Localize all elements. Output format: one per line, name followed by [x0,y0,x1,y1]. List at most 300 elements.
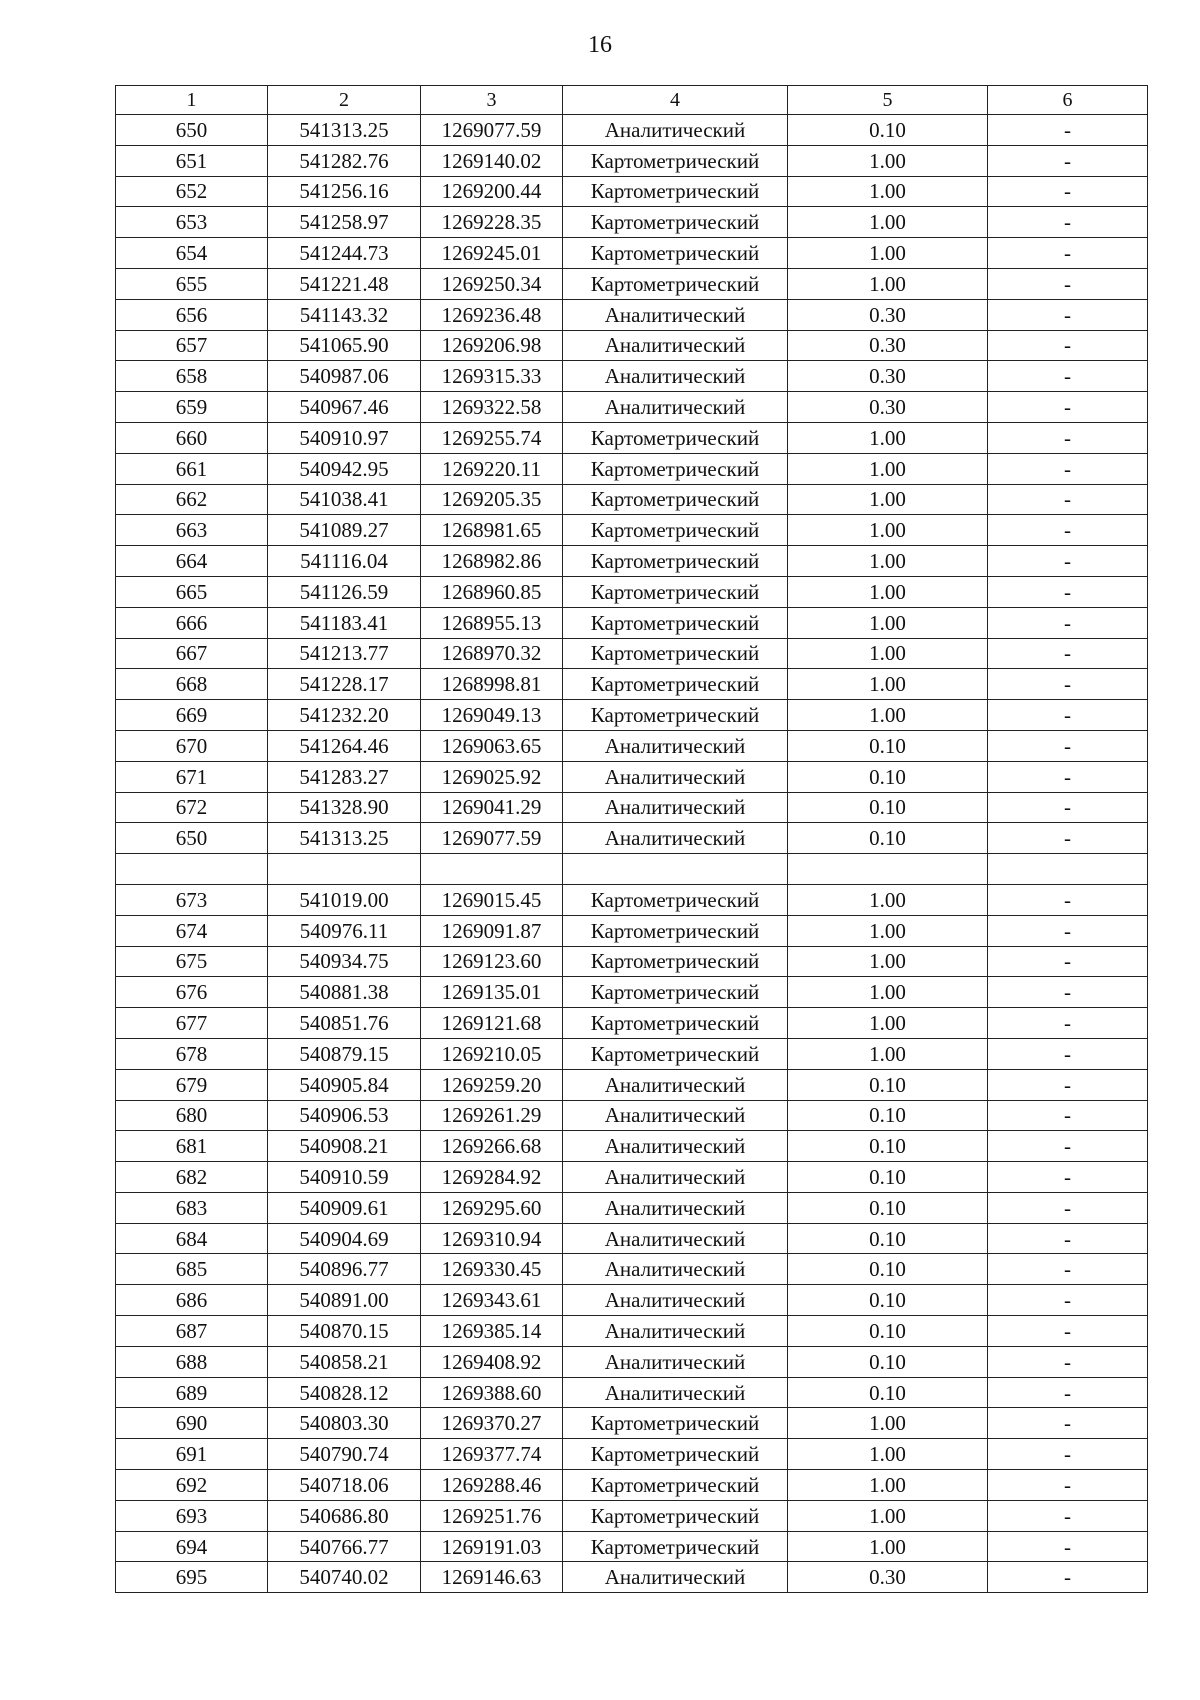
table-row [116,1192,1148,1223]
description-cell: - [988,1377,1148,1408]
accuracy-cell: 1.00 [788,238,988,269]
point-number-cell: 683 [116,1192,268,1223]
table-row [116,1223,1148,1254]
x-coordinate-cell: 541116.04 [268,546,421,577]
table-row [116,1100,1148,1131]
x-coordinate-cell: 540910.59 [268,1162,421,1193]
y-coordinate-cell: 1269041.29 [421,792,563,823]
table-row [116,730,1148,761]
method-cell: Аналитический [563,1069,788,1100]
x-coordinate-cell: 540879.15 [268,1038,421,1069]
point-number-cell: 686 [116,1285,268,1316]
x-coordinate-cell: 541282.76 [268,145,421,176]
description-cell: - [988,484,1148,515]
point-number-cell: 660 [116,422,268,453]
y-coordinate-cell: 1269315.33 [421,361,563,392]
point-number-cell: 690 [116,1408,268,1439]
method-cell: Аналитический [563,1254,788,1285]
accuracy-cell: 0.10 [788,823,988,854]
description-cell [988,854,1148,885]
method-cell: Картометрический [563,946,788,977]
x-coordinate-cell: 540896.77 [268,1254,421,1285]
table-row [116,392,1148,423]
accuracy-cell: 0.10 [788,730,988,761]
y-coordinate-cell: 1269310.94 [421,1223,563,1254]
accuracy-cell: 1.00 [788,268,988,299]
accuracy-cell: 1.00 [788,1531,988,1562]
description-cell: - [988,1562,1148,1593]
x-coordinate-cell: 540718.06 [268,1470,421,1501]
table-row [116,700,1148,731]
method-cell: Картометрический [563,238,788,269]
method-cell: Картометрический [563,207,788,238]
description-cell: - [988,915,1148,946]
accuracy-cell: 0.10 [788,1131,988,1162]
method-cell: Картометрический [563,453,788,484]
x-coordinate-cell: 541258.97 [268,207,421,238]
y-coordinate-cell: 1269330.45 [421,1254,563,1285]
description-cell: - [988,700,1148,731]
x-coordinate-cell: 540942.95 [268,453,421,484]
x-coordinate-cell: 541126.59 [268,576,421,607]
accuracy-cell: 1.00 [788,1038,988,1069]
table-row [116,1285,1148,1316]
method-cell: Аналитический [563,1192,788,1223]
point-number-cell: 666 [116,607,268,638]
description-cell: - [988,1531,1148,1562]
point-number-cell: 657 [116,330,268,361]
description-cell: - [988,1408,1148,1439]
x-coordinate-cell: 540910.97 [268,422,421,453]
accuracy-cell: 0.10 [788,1223,988,1254]
y-coordinate-cell: 1269191.03 [421,1531,563,1562]
description-cell: - [988,792,1148,823]
point-number-cell: 659 [116,392,268,423]
accuracy-cell: 1.00 [788,515,988,546]
method-cell: Картометрический [563,1408,788,1439]
y-coordinate-cell: 1269261.29 [421,1100,563,1131]
table-row [116,1316,1148,1347]
method-cell: Картометрический [563,546,788,577]
method-cell: Аналитический [563,823,788,854]
y-coordinate-cell: 1269388.60 [421,1377,563,1408]
table-row [116,484,1148,515]
table-row [116,1439,1148,1470]
x-coordinate-cell: 541313.25 [268,115,421,146]
y-coordinate-cell: 1269091.87 [421,915,563,946]
header-cell-3: 3 [421,86,563,115]
table-row [116,546,1148,577]
method-cell: Аналитический [563,1162,788,1193]
y-coordinate-cell: 1269140.02 [421,145,563,176]
method-cell: Аналитический [563,299,788,330]
description-cell: - [988,1500,1148,1531]
point-number-cell: 680 [116,1100,268,1131]
description-cell: - [988,361,1148,392]
description-cell: - [988,1192,1148,1223]
y-coordinate-cell: 1269121.68 [421,1008,563,1039]
method-cell: Картометрический [563,515,788,546]
y-coordinate-cell: 1269123.60 [421,946,563,977]
y-coordinate-cell: 1269385.14 [421,1316,563,1347]
y-coordinate-cell: 1268955.13 [421,607,563,638]
accuracy-cell: 1.00 [788,176,988,207]
y-coordinate-cell: 1269245.01 [421,238,563,269]
method-cell: Картометрический [563,700,788,731]
point-number-cell: 653 [116,207,268,238]
description-cell: - [988,977,1148,1008]
x-coordinate-cell: 540909.61 [268,1192,421,1223]
description-cell: - [988,761,1148,792]
method-cell: Аналитический [563,1316,788,1347]
accuracy-cell: 0.30 [788,361,988,392]
x-coordinate-cell: 541244.73 [268,238,421,269]
y-coordinate-cell: 1269266.68 [421,1131,563,1162]
method-cell: Картометрический [563,576,788,607]
table-row [116,1038,1148,1069]
method-cell: Картометрический [563,977,788,1008]
table-separator-row [116,854,1148,885]
y-coordinate-cell: 1269077.59 [421,823,563,854]
method-cell: Картометрический [563,1531,788,1562]
accuracy-cell: 0.10 [788,761,988,792]
point-number-cell: 678 [116,1038,268,1069]
accuracy-cell: 0.10 [788,1100,988,1131]
x-coordinate-cell: 540851.76 [268,1008,421,1039]
method-cell: Аналитический [563,330,788,361]
table-row [116,515,1148,546]
point-number-cell: 650 [116,823,268,854]
table-row [116,669,1148,700]
point-number-cell: 650 [116,115,268,146]
y-coordinate-cell: 1269015.45 [421,884,563,915]
method-cell: Картометрический [563,1439,788,1470]
point-number-cell: 682 [116,1162,268,1193]
accuracy-cell: 1.00 [788,484,988,515]
description-cell: - [988,422,1148,453]
y-coordinate-cell: 1269205.35 [421,484,563,515]
description-cell: - [988,515,1148,546]
table-row [116,977,1148,1008]
accuracy-cell: 1.00 [788,546,988,577]
table-row [116,361,1148,392]
method-cell: Картометрический [563,884,788,915]
description-cell: - [988,1131,1148,1162]
x-coordinate-cell: 540858.21 [268,1346,421,1377]
x-coordinate-cell: 540740.02 [268,1562,421,1593]
table-row [116,330,1148,361]
table-row [116,299,1148,330]
point-number-cell: 691 [116,1439,268,1470]
description-cell: - [988,453,1148,484]
table-row [116,1562,1148,1593]
point-number-cell: 667 [116,638,268,669]
accuracy-cell: 0.10 [788,1377,988,1408]
y-coordinate-cell: 1269135.01 [421,977,563,1008]
point-number-cell: 665 [116,576,268,607]
table-row [116,145,1148,176]
method-cell: Аналитический [563,1131,788,1162]
x-coordinate-cell: 540906.53 [268,1100,421,1131]
x-coordinate-cell: 541038.41 [268,484,421,515]
method-cell: Картометрический [563,1038,788,1069]
accuracy-cell: 1.00 [788,977,988,1008]
table-row [116,1131,1148,1162]
point-number-cell: 689 [116,1377,268,1408]
table-row [116,576,1148,607]
x-coordinate-cell: 540891.00 [268,1285,421,1316]
table-row [116,1377,1148,1408]
table-row [116,453,1148,484]
accuracy-cell: 1.00 [788,884,988,915]
point-number-cell: 677 [116,1008,268,1039]
table-row [116,607,1148,638]
y-coordinate-cell: 1269322.58 [421,392,563,423]
y-coordinate-cell: 1268970.32 [421,638,563,669]
table-row [116,1069,1148,1100]
point-number-cell: 694 [116,1531,268,1562]
description-cell: - [988,207,1148,238]
y-coordinate-cell: 1269370.27 [421,1408,563,1439]
y-coordinate-cell: 1269206.98 [421,330,563,361]
point-number-cell: 672 [116,792,268,823]
method-cell: Картометрический [563,1470,788,1501]
method-cell: Аналитический [563,1285,788,1316]
table-row [116,1500,1148,1531]
method-cell: Аналитический [563,1346,788,1377]
table-body [116,86,1148,1593]
y-coordinate-cell [421,854,563,885]
y-coordinate-cell: 1268982.86 [421,546,563,577]
point-number-cell: 681 [116,1131,268,1162]
point-number-cell: 687 [116,1316,268,1347]
accuracy-cell: 0.30 [788,330,988,361]
point-number-cell: 670 [116,730,268,761]
method-cell: Аналитический [563,1223,788,1254]
method-cell: Картометрический [563,145,788,176]
y-coordinate-cell: 1269210.05 [421,1038,563,1069]
point-number-cell: 693 [116,1500,268,1531]
point-number-cell: 655 [116,268,268,299]
description-cell: - [988,1008,1148,1039]
y-coordinate-cell: 1269288.46 [421,1470,563,1501]
accuracy-cell: 0.10 [788,1069,988,1100]
table-row [116,1162,1148,1193]
method-cell: Картометрический [563,1008,788,1039]
y-coordinate-cell: 1269146.63 [421,1562,563,1593]
table-row [116,792,1148,823]
point-number-cell: 675 [116,946,268,977]
table-row [116,207,1148,238]
description-cell: - [988,1346,1148,1377]
table-row [116,115,1148,146]
table-row [116,268,1148,299]
y-coordinate-cell: 1269259.20 [421,1069,563,1100]
accuracy-cell: 1.00 [788,1470,988,1501]
page-number: 16 [588,32,612,58]
description-cell: - [988,576,1148,607]
y-coordinate-cell: 1269255.74 [421,422,563,453]
header-cell-4: 4 [563,86,788,115]
accuracy-cell: 1.00 [788,1408,988,1439]
point-number-cell: 676 [116,977,268,1008]
y-coordinate-cell: 1269063.65 [421,730,563,761]
accuracy-cell: 1.00 [788,607,988,638]
description-cell: - [988,546,1148,577]
table-row [116,638,1148,669]
x-coordinate-cell: 540828.12 [268,1377,421,1408]
accuracy-cell: 1.00 [788,638,988,669]
description-cell: - [988,238,1148,269]
description-cell: - [988,1069,1148,1100]
description-cell: - [988,1162,1148,1193]
description-cell: - [988,1223,1148,1254]
x-coordinate-cell: 541089.27 [268,515,421,546]
description-cell: - [988,1439,1148,1470]
y-coordinate-cell: 1268960.85 [421,576,563,607]
point-number-cell: 671 [116,761,268,792]
accuracy-cell: 1.00 [788,453,988,484]
accuracy-cell: 0.30 [788,392,988,423]
y-coordinate-cell: 1269251.76 [421,1500,563,1531]
accuracy-cell: 0.30 [788,299,988,330]
description-cell: - [988,1316,1148,1347]
y-coordinate-cell: 1269250.34 [421,268,563,299]
y-coordinate-cell: 1269200.44 [421,176,563,207]
description-cell: - [988,176,1148,207]
description-cell: - [988,1470,1148,1501]
description-cell: - [988,730,1148,761]
method-cell: Аналитический [563,792,788,823]
point-number-cell: 695 [116,1562,268,1593]
description-cell: - [988,1038,1148,1069]
description-cell: - [988,884,1148,915]
point-number-cell: 664 [116,546,268,577]
accuracy-cell: 0.10 [788,115,988,146]
x-coordinate-cell: 540905.84 [268,1069,421,1100]
point-number-cell: 692 [116,1470,268,1501]
x-coordinate-cell: 541228.17 [268,669,421,700]
description-cell: - [988,1100,1148,1131]
coordinates-table [115,85,1148,1593]
accuracy-cell: 0.10 [788,1346,988,1377]
table-row [116,1408,1148,1439]
y-coordinate-cell: 1269343.61 [421,1285,563,1316]
y-coordinate-cell: 1268998.81 [421,669,563,700]
point-number-cell: 656 [116,299,268,330]
x-coordinate-cell: 541065.90 [268,330,421,361]
table-row [116,1254,1148,1285]
accuracy-cell: 1.00 [788,1439,988,1470]
accuracy-cell: 0.30 [788,1562,988,1593]
description-cell: - [988,638,1148,669]
y-coordinate-cell: 1269049.13 [421,700,563,731]
description-cell: - [988,299,1148,330]
method-cell: Картометрический [563,915,788,946]
accuracy-cell: 0.10 [788,792,988,823]
description-cell: - [988,669,1148,700]
point-number-cell: 658 [116,361,268,392]
accuracy-cell: 1.00 [788,946,988,977]
method-cell: Картометрический [563,176,788,207]
point-number-cell: 685 [116,1254,268,1285]
accuracy-cell: 0.10 [788,1316,988,1347]
method-cell: Картометрический [563,669,788,700]
x-coordinate-cell: 540904.69 [268,1223,421,1254]
description-cell: - [988,115,1148,146]
accuracy-cell: 1.00 [788,669,988,700]
x-coordinate-cell: 541232.20 [268,700,421,731]
table-row [116,176,1148,207]
y-coordinate-cell: 1269077.59 [421,115,563,146]
method-cell: Картометрический [563,607,788,638]
point-number-cell: 652 [116,176,268,207]
y-coordinate-cell: 1269220.11 [421,453,563,484]
x-coordinate-cell: 540686.80 [268,1500,421,1531]
accuracy-cell: 1.00 [788,915,988,946]
x-coordinate-cell: 540790.74 [268,1439,421,1470]
description-cell: - [988,1254,1148,1285]
point-number-cell: 654 [116,238,268,269]
method-cell: Картометрический [563,484,788,515]
description-cell: - [988,392,1148,423]
accuracy-cell: 1.00 [788,145,988,176]
description-cell: - [988,946,1148,977]
point-number-cell: 651 [116,145,268,176]
description-cell: - [988,268,1148,299]
y-coordinate-cell: 1269228.35 [421,207,563,238]
y-coordinate-cell: 1269025.92 [421,761,563,792]
table-row [116,1470,1148,1501]
x-coordinate-cell: 540967.46 [268,392,421,423]
x-coordinate-cell: 541183.41 [268,607,421,638]
accuracy-cell: 1.00 [788,576,988,607]
method-cell: Картометрический [563,422,788,453]
method-cell: Картометрический [563,1500,788,1531]
accuracy-cell: 1.00 [788,1008,988,1039]
x-coordinate-cell: 541328.90 [268,792,421,823]
x-coordinate-cell: 540766.77 [268,1531,421,1562]
description-cell: - [988,607,1148,638]
description-cell: - [988,1285,1148,1316]
method-cell: Аналитический [563,1100,788,1131]
x-coordinate-cell: 540987.06 [268,361,421,392]
table-row [116,1008,1148,1039]
point-number-cell: 684 [116,1223,268,1254]
point-number-cell: 662 [116,484,268,515]
x-coordinate-cell: 541313.25 [268,823,421,854]
x-coordinate-cell: 540934.75 [268,946,421,977]
point-number-cell: 679 [116,1069,268,1100]
x-coordinate-cell: 540881.38 [268,977,421,1008]
header-cell-2: 2 [268,86,421,115]
table-header-row [116,86,1148,115]
table-row [116,761,1148,792]
x-coordinate-cell: 540976.11 [268,915,421,946]
method-cell: Аналитический [563,730,788,761]
y-coordinate-cell: 1269408.92 [421,1346,563,1377]
point-number-cell: 668 [116,669,268,700]
accuracy-cell: 0.10 [788,1162,988,1193]
x-coordinate-cell: 540908.21 [268,1131,421,1162]
accuracy-cell: 1.00 [788,207,988,238]
accuracy-cell: 1.00 [788,1500,988,1531]
header-cell-5: 5 [788,86,988,115]
table-row [116,946,1148,977]
method-cell: Аналитический [563,115,788,146]
method-cell: Картометрический [563,268,788,299]
table-row [116,884,1148,915]
